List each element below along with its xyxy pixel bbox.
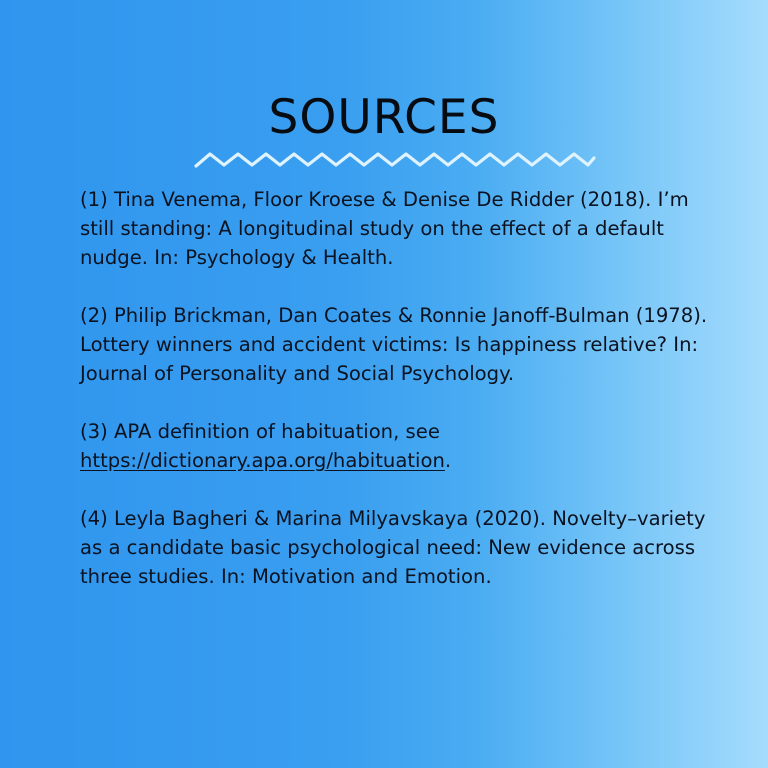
zigzag-wave-icon: [192, 146, 598, 172]
sources-list: [80, 185, 720, 620]
habituation-link[interactable]: https://dictionary.apa.org/habituation: [80, 449, 445, 472]
source-3-prefix: (3) APA definition of habituation, see: [80, 420, 440, 443]
page-title: SOURCES: [268, 90, 500, 145]
source-3-suffix: .: [444, 449, 452, 472]
source-item-1: (1) Tina Venema, Floor Kroese & Denise De Ridder (2018). I’m still standing: A longitudinal study on the effect of a default nudge. In: Psychology & Health.: [80, 188, 689, 269]
source-item-2: (2) Philip Brickman, Dan Coates & Ronnie Janoff-Bulman (1978). Lottery winners and accident victims: Is happiness relative? In: Journal of Personality and Social Psychology.: [80, 304, 708, 385]
source-item-4: (4) Leyla Bagheri & Marina Milyavskaya (2020). Novelty–variety as a candidate basic psychological need: New evidence across three studies. In: Motivation and Emotion.: [80, 507, 706, 588]
source-item-3: [80, 417, 720, 475]
